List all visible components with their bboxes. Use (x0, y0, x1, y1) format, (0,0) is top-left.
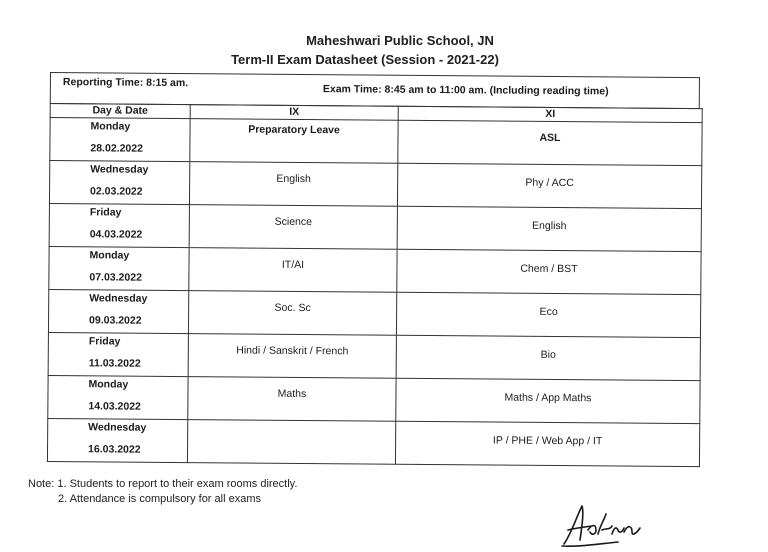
day-date-cell (49, 246, 189, 290)
table-row (47, 418, 699, 466)
header-ix: IX (190, 105, 398, 121)
day: Friday (88, 335, 121, 348)
day-date-cell (48, 289, 188, 333)
day: Monday (88, 378, 129, 391)
xi-subject: Bio (396, 335, 700, 380)
reporting-time: Reporting Time: 8:15 am. (62, 76, 189, 90)
xi-subject: English (397, 206, 701, 251)
xi-subject: ASL (398, 120, 702, 165)
signature-stroke (562, 506, 640, 546)
xi-subject: Chem / BST (397, 249, 701, 294)
signature (558, 500, 648, 550)
day-date-cell (47, 418, 187, 462)
table-row (48, 289, 700, 337)
day-date-cell (49, 203, 189, 247)
date: 16.03.2022 (87, 443, 141, 456)
day: Wednesday (88, 421, 147, 434)
exam-table (47, 103, 703, 467)
table-row (49, 161, 701, 209)
day-date-cell (48, 332, 188, 376)
ix-subject: Preparatory Leave (190, 119, 398, 164)
notes (28, 478, 297, 505)
day: Monday (90, 120, 131, 133)
day: Wednesday (90, 163, 149, 176)
ix-subject: IT/AI (189, 248, 397, 293)
note-1: Note: 1. Students to report to their exam rooms directly. (28, 478, 298, 490)
xi-subject: IP / PHE / Web App / IT (395, 421, 699, 466)
datesheet-title: Term-II Exam Datasheet (Session - 2021-22) (231, 52, 499, 67)
date: 04.03.2022 (89, 228, 143, 241)
datesheet-table-block (47, 72, 702, 479)
xi-subject: Eco (396, 292, 700, 337)
date: 11.03.2022 (88, 357, 141, 370)
table-row (49, 246, 701, 294)
day: Wednesday (89, 292, 148, 305)
exam-time: Exam Time: 8:45 am to 11:00 am. (Including reading time) (322, 83, 609, 98)
table-row (48, 375, 700, 423)
note-2: 2. Attendance is compulsory for all exams (58, 493, 261, 505)
xi-subject: Phy / ACC (397, 163, 701, 208)
ix-subject (187, 420, 395, 465)
ix-subject: Science (189, 205, 397, 250)
date: 28.02.2022 (90, 142, 144, 155)
day-date-cell (48, 375, 188, 419)
date: 02.03.2022 (90, 185, 143, 198)
day: Monday (89, 249, 130, 262)
ix-subject: English (189, 162, 397, 207)
date: 07.03.2022 (89, 271, 142, 284)
header-day-date: Day & Date (50, 104, 190, 119)
day: Friday (89, 206, 122, 219)
day-date-cell (49, 161, 189, 205)
date: 14.03.2022 (88, 400, 141, 413)
table-row (50, 118, 702, 166)
table-row (48, 332, 700, 380)
xi-subject: Maths / App Maths (396, 378, 700, 423)
date: 09.03.2022 (89, 314, 142, 327)
school-name: Maheshwari Public School, JN (306, 33, 494, 48)
header-xi: XI (398, 106, 702, 122)
ix-subject: Maths (188, 377, 396, 422)
day-date-cell (50, 118, 190, 162)
table-row (49, 203, 701, 251)
ix-subject: Hindi / Sanskrit / French (188, 334, 396, 379)
ix-subject: Soc. Sc (188, 291, 396, 336)
